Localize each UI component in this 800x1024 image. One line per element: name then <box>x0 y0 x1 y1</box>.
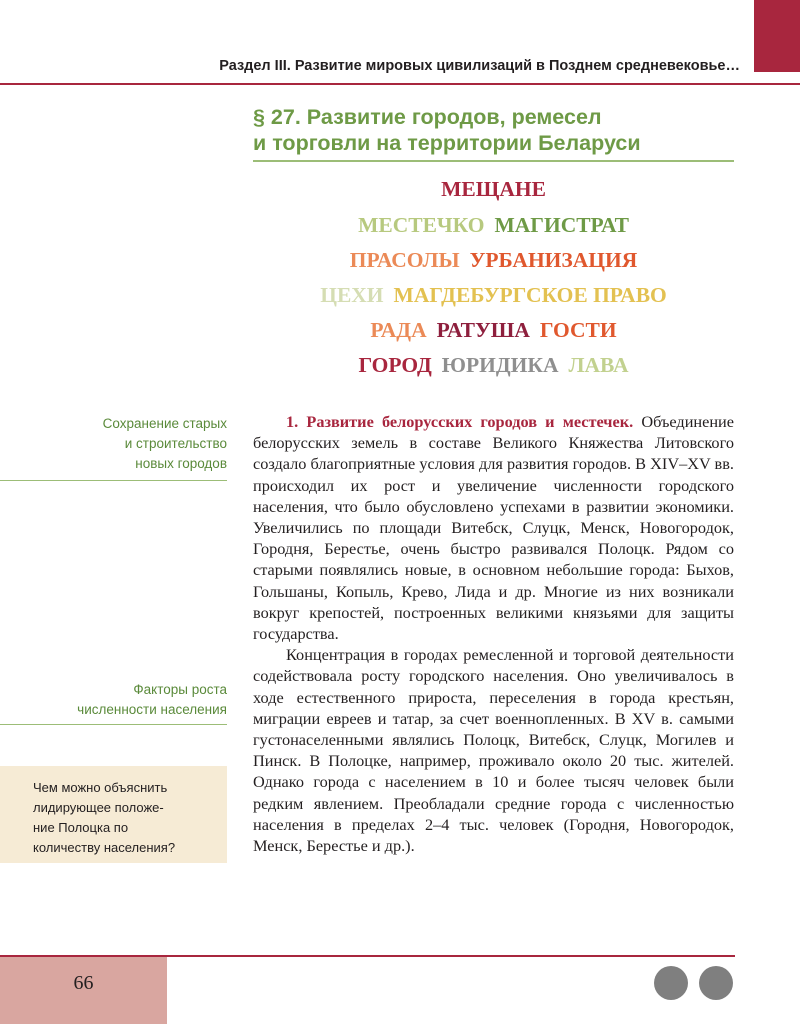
question-line: ние Полоцка по <box>33 820 129 835</box>
margin-note-line: новых городов <box>135 456 227 471</box>
header-rule <box>0 83 800 85</box>
question-line: количеству населения? <box>33 840 176 855</box>
margin-note-rule <box>0 724 227 725</box>
paragraph-2-text: Концентрация в городах ремесленной и торговой деятельности содействовала росту городского населения. Оно увеличивалось в ходе естественного прироста, переселения в города крестьян, миграции евреев и татар, за счет военнопленных. В XV в. самыми густонаселенными являлись Полоцк, Витебск, Слуцк, Могилев и Пинск. В Полоцке, например, проживало около 20 тыс. жителей. Однако города с населением в 10 и более тысяч человек были редким явлением. Преобладали средние города с численностью населения в пределах 2–4 тыс. человек (Городня, Новогородок, Менск, Берестье и др.). <box>253 645 734 856</box>
margin-note-line: Сохранение старых <box>102 416 227 431</box>
paragraph-heading: 1. Развитие белорусских городов и местечек. <box>286 412 634 431</box>
decorative-dot-icon <box>699 966 733 1000</box>
paragraph-1-text: Объединение белорусских земель в составе Великого Княжества Литовского создало благоприятные условия для развития городов. В XIV–XV вв. происходил их рост и увеличение численности городского населения, что было обусловлено успехами в развитии экономики. Увеличились по площади Витебск, Слуцк, Менск, Новогородок, Городня, Берестье, очень быстро развивался Полоцк. Рядом со старыми появлялись новые, в основном небольшие города: Быхов, Гольшаны, Копыль, Крево, Лида и др. Многие из них возникали вокруг крепостей, построенных великими князьями для защиты государства. <box>253 412 734 644</box>
key-terms-row-4 <box>253 280 734 310</box>
decorative-dot-icon <box>654 966 688 1000</box>
question-box <box>0 766 227 863</box>
term-urbanizatsiya: УРБАНИЗАЦИЯ <box>469 248 638 272</box>
term-gosti: ГОСТИ <box>539 318 617 342</box>
page-number: 66 <box>73 972 94 994</box>
section-title <box>253 104 733 156</box>
key-terms-row-3 <box>253 245 734 275</box>
margin-note-line: и строительство <box>124 436 227 451</box>
page-number-box <box>0 957 167 1024</box>
section-title-line2: и торговли на территории Беларуси <box>253 131 641 155</box>
question-line: Чем можно объяснить <box>33 780 168 795</box>
key-terms-row-2 <box>253 210 734 240</box>
section-title-line1: § 27. Развитие городов, ремесел <box>253 105 602 129</box>
term-magdeburg-law: МАГДЕБУРГСКОЕ ПРАВО <box>393 283 667 307</box>
term-prasoly: ПРАСОЛЫ <box>349 248 460 272</box>
term-ratusha: РАТУША <box>436 318 530 342</box>
term-mestechko: МЕСТЕЧКО <box>358 213 485 237</box>
term-magistrat: МАГИСТРАТ <box>494 213 629 237</box>
body-text <box>253 411 734 856</box>
margin-note-line: Факторы роста <box>133 682 227 697</box>
question-text <box>33 778 218 858</box>
term-meshchane: МЕЩАНЕ <box>441 177 546 201</box>
paragraph-2 <box>253 644 734 856</box>
margin-note-old-new-cities <box>0 414 227 474</box>
margin-note-population-growth <box>0 680 227 720</box>
term-lava: ЛАВА <box>568 353 629 377</box>
margin-note-line: численности населения <box>77 702 227 717</box>
term-yuridika: ЮРИДИКА <box>441 353 559 377</box>
running-header: Раздел III. Развитие мировых цивилизаций в Позднем средневековье… <box>219 58 740 74</box>
term-tsekhi: ЦЕХИ <box>320 283 384 307</box>
key-terms-row-1 <box>253 174 734 204</box>
corner-color-tab <box>754 0 800 72</box>
paragraph-1 <box>253 411 734 644</box>
key-terms-row-6 <box>253 350 734 380</box>
title-rule <box>253 160 734 162</box>
key-terms-row-5 <box>253 315 734 345</box>
term-rada: РАДА <box>370 318 427 342</box>
term-gorod: ГОРОД <box>358 353 432 377</box>
margin-note-rule <box>0 480 227 481</box>
question-line: лидирующее положе- <box>33 800 164 815</box>
